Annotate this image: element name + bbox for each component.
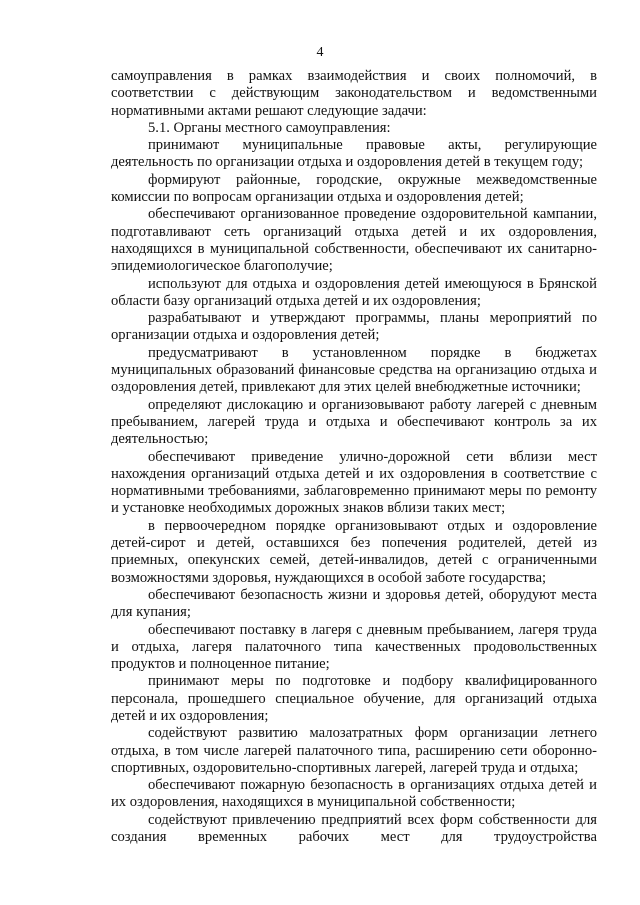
section-heading: 5.1. Органы местного самоуправления: [148,119,391,136]
paragraph-unfinished: содействуют привлечению предприятий всех форм собственности для создания временных рабочих мест для трудоустройства [111,811,597,846]
paragraph: разрабатывают и утверждают программы, планы мероприятий по организации отдыха и оздоровления детей; [111,310,597,344]
paragraph: обеспечивают пожарную безопасность в организациях отдыха детей и их оздоровления, находящихся в муниципальной собственности; [111,777,597,811]
paragraph-continuation: самоуправления в рамках взаимодействия и своих полномочий, в соответствии с действующим законодательством и ведомственными нормативными актами решают следующие задачи: [111,68,597,119]
paragraph: обеспечивают поставку в лагеря с дневным пребыванием, лагеря труда и отдыха, лагеря палаточного типа качественных продовольственных продуктов и полноценное питание; [111,621,597,673]
paragraph: содействуют развитию малозатратных форм организации летнего отдыха, в том числе лагерей палаточного типа, расширению сети оборонно-спортивных, оздоровительно-спортивных лагерей, лагерей труда и отдыха; [111,725,597,776]
paragraph: обеспечивают безопасность жизни и здоровья детей, оборудуют места для купания; [111,586,597,621]
page-number: 4 [316,45,324,60]
paragraph: принимают меры по подготовке и подбору квалифицированного персонала, прошедшего специальное обучение, для организаций отдыха детей и их оздоровления; [111,673,597,724]
paragraph: предусматривают в установленном порядке в бюджетах муниципальных образований финансовые средства на организацию отдыха и оздоровления детей, привлекают для этих целей внебюджетные источники; [111,344,597,396]
paragraph: определяют дислокацию и организовывают работу лагерей с дневным пребыванием, лагерей труда и отдыха и обеспечивают контроль за их деятельностью; [111,396,597,448]
paragraph: в первоочередном порядке организовывают отдых и оздоровление детей-сирот и детей, оставшихся без попечения родителей, детей из приемных, опекунских семей, детей-инвалидов, детей с ограниченными возможностями здоровья, нуждающихся в особой заботе государства; [111,517,597,586]
paragraph: принимают муниципальные правовые акты, регулирующие деятельность по организации отдыха и оздоровления детей в текущем году; [111,137,597,171]
paragraph: формируют районные, городские, окружные межведомственные комиссии по вопросам организации отдыха и оздоровления детей; [111,171,597,206]
paragraph: обеспечивают организованное проведение оздоровительной кампании, подготавливают сеть организаций отдыха детей и их оздоровления, находящихся в муниципальной собственности, обеспечивают их санитарно-эпидемиологическое благополучие; [111,206,597,275]
paragraph: обеспечивают приведение улично-дорожной сети вблизи мест нахождения организаций отдыха детей и их оздоровления в соответствие с нормативными требованиями, заблаговременно принимают меры по ремонту и установке необходимых дорожных знаков вблизи таких мест; [111,448,597,517]
paragraph: используют для отдыха и оздоровления детей имеющуюся в Брянской области базу организаций отдыха детей и их оздоровления; [111,275,597,309]
document-body [111,68,597,846]
